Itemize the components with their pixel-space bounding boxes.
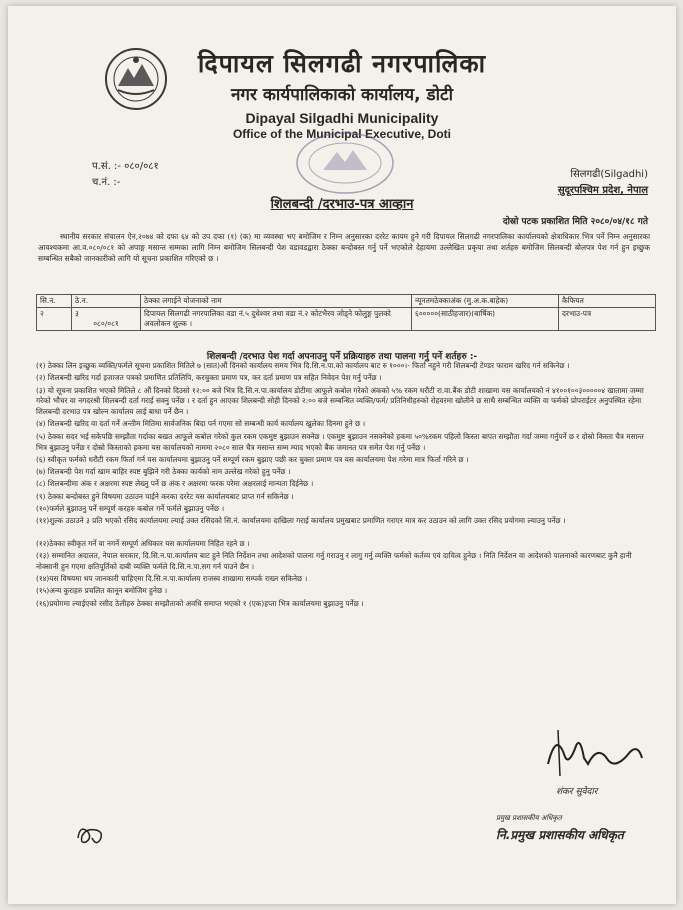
table-header-row — [37, 295, 656, 308]
contract-table — [36, 294, 656, 331]
cell-sn: २ — [37, 308, 72, 331]
condition-item: (८) शिलबन्दीमा अंक र अक्षरमा स्पष्ट लेख्नु पर्ने छ अंक र अक्षरमा फरक परेमा अक्षरलाई मान्यता दिईनेछ । — [36, 479, 314, 489]
condition-item: (५) ठेक्का सदर भई सकेपछि सम्झौता गर्दाका बखत आफूले कबोल गरेको कुल रकम एकमुष्ट बुझाउन सक्नेछ । एकमुष्ट बुझाउन नसक्नेको हकमा ५०%रकम पहिलो किस्ता बापत सम्झौता गर्दा जम्मा गर्नुपर्ने छ र दोस्रो किस्ता चैत्र मसान्त भित्र बुझाउनु पर्नेछ र दोस्रो किस्ताको हकमा यस कार्यालयको नाममा २०८० साल चैत्र मसान्त सम्म म्याद भएको बैंक जमानत पत्र समेत पेश गर्नु पर्नेछ । — [36, 431, 644, 452]
condition-item: (६) स्वीकृत फर्मको धरौटी रकम फिर्ता गर्न यस कार्यालयमा बुझाउनु पर्ने सम्पूर्ण रकम बुझाए पछी कर चुक्ता प्रमाण पत्र यस कार्यालयमा पेश गरेमा मात्र फिर्ता गरिने छ । — [36, 454, 469, 464]
dispatch-number: च.नं. :- — [92, 177, 121, 188]
cell-contract-year: ०८०/०८१ — [93, 319, 119, 328]
location-line: सिलगढी(Silgadhi) — [570, 169, 648, 180]
notice-title-text: शिलबन्दी /दरभाउ-पत्र आव्हान — [270, 197, 414, 212]
cell-contract-no-number: ३ — [75, 309, 79, 318]
notice-page — [8, 6, 676, 904]
executive-office-english: Office of the Municipal Executive, Doti — [232, 127, 452, 141]
initial-mark-icon — [74, 818, 108, 848]
cell-remarks: दरभाउ-पत्र — [559, 308, 656, 331]
notice-title — [8, 194, 676, 212]
signatory-designation: नि.प्रमुख प्रशासकीय अधिकृत — [496, 828, 624, 842]
cell-contract-no — [72, 308, 141, 331]
province-line: सुदूरपश्चिम प्रदेश, नेपाल — [557, 185, 648, 196]
office-name-english: Dipayal Silgadhi Municipality — [245, 110, 439, 126]
condition-item: (२) शिलबन्दी खरिद गर्दा इजाजत पत्रको प्रमाणित प्रतिलिपि, करचुक्ता प्रमाण पत्र, कर दर्ता प्रमाण पत्र सहित निवेदन पेश गर्नु पर्नेछ । — [36, 373, 382, 383]
condition-item: (१६)प्रयोगमा ल्याईएको रसीद ठेलीहरु ठेक्का सम्झौताको अवधि समाप्त भएको १ (एक)हप्ता भित्र कार्यालयमा बुझाउनु पर्नेछ । — [36, 598, 364, 608]
condition-item: (१) ठेक्का लिन इच्छुक व्यक्ति/फर्मले सूचना प्रकाशित मितिले ७ (सात)औं दिनको कार्यालय समय भित्र दि.सि.न.पा.को कार्यालय बाट रु १०००।- फिर्ता नहुने गरी शिलबन्दी टेण्डर फाराम खरिद गर्न सकिनेछ । — [36, 361, 570, 370]
section-gap — [36, 529, 656, 539]
conditions-heading: शिलबन्दी /दरभाउ पेश गर्दा अपनाउनु पर्ने प्रक्रियाहरु तथा पालना गर्नु पर्ने शर्तहरु :- — [206, 352, 478, 362]
cell-amount: ६०००००(साठीहजार)(बार्षिक) — [412, 308, 559, 331]
col-header-contract-no: ठे.न. — [72, 295, 141, 308]
cell-project-name: दिपायल सिलगढी नगरपालिका वडा नं.५ दुधेश्वर तथा वडा नं.२ कोटभैरव जोड्ने फोलुङ्ग पुलको अवलोकन शुल्क । — [141, 308, 412, 331]
signatory-stamp: प्रमुख प्रशासकीय अधिकृत — [496, 814, 562, 822]
condition-item: (११)शुल्क उठाउने ३ प्रति भएको रसिद कार्यालयमा ल्याई उक्त रसिदको सि.नं. कार्यालयमा दाखिला गराई कार्यालय प्रमुखबाट प्रमाणित गराएर मात्र कर उठाउन को लागि उक्त रसिद प्रयोगमा ल्याउनु पर्नेछ । — [36, 516, 566, 526]
condition-item: (९) ठेक्का बन्दोबस्त हुने विषयमा उठाउन पाईने करका दररेट यस कार्यालयबाट प्राप्त गर्न सकिनेछ । — [36, 491, 294, 501]
col-header-remarks: कैफियत — [559, 295, 656, 308]
col-header-project-name: ठेक्का लगाईने योजनाको नाम — [141, 295, 412, 308]
official-seal-icon — [293, 128, 398, 198]
conditions-list — [36, 361, 656, 611]
reference-number: प.सं. :- ०८०/०८१ — [92, 161, 159, 172]
condition-item: (१३) सम्मानित अदालत, नेपाल सरकार, दि.सि.न.पा.कार्यालय बाट हुने निति निर्देशन तथा आदेशको पालना गर्नु गराउनु र लागु गर्नु व्यक्ति फर्मको कर्तव्य एवं दायित्व हुनेछ । निति निर्देशन वा आदेशको पालनाको कारणबाट कुनै हानी नोक्सानी हुन गएमा क्षतिपूर्तिको दाबी व्यक्ति फर्मले दि.सि.न.पा.सग गर्न पाउने छैन । — [36, 550, 632, 571]
condition-item: (१४)यस विषयमा थप जानकारी चाहिएमा दि.सि.न.पा.कार्यालय राजस्व शाखामा सम्पर्क राख्न सकिनेछ । — [36, 574, 308, 584]
condition-item: (१५)अन्य कुराहरु प्रचलित कानून बमोजिम हुनेछ । — [36, 586, 168, 596]
condition-item: (७) शिलबन्दी पेश गर्दा खाम बाहिर स्पष्ट बुझिने गरी ठेक्का कार्यको नाम उल्लेख गरेको हुनु पर्नेछ । — [36, 467, 291, 477]
col-header-amount: न्यूनतमठेक्काअंक (मु.अ.क.बाहेक) — [412, 295, 559, 308]
condition-item: (१२)ठेक्का स्वीकृत गर्ने वा नगर्ने सम्पूर्ण अधिकार यस कार्यालयमा निहित रहने छ । — [36, 538, 250, 548]
publish-date: दोस्रो पटक प्रकाशित मिति २०८०/०४/१८ गते — [502, 217, 648, 227]
condition-item: (४) शिलबन्दी खरिद वा दर्ता गर्ने अन्तीम मितिमा सार्वजनिक बिदा पर्न गएमा सो सम्बन्धी कार्य कार्यालय खुलेका दिनमा हुने छ । — [36, 419, 366, 429]
condition-item: (३) यो सूचना प्रकाशित भएको मितिले ८ औं दिनको दिउसो १२:०० बजे भित्र दि.सि.न.पा.कार्यालय डोटीमा आफूले कबोल गरेको अंकको ५% रकम धरौटी रा.वा.बैंक डोटी शाखामा यस कार्यालयको नं ४१००१००३०००००४ खातामा जम्मा गरेको भौचर वा नगदरश्री शिलबन्दी दर्ता गराई सक्नु पर्नेछ । र दर्ता हुन आएका शिलबन्दी सोही दिनको २:०० बजे सम्बन्धित व्यक्ति/फर्म/ प्रतिनिधीहरुको रोहवरमा खोलीने छ साथै सम्बन्धित व्यक्ति वा फर्मको प्रोपराईटर अनुपस्थित रहेमा शिलबन्दी दरभाउ पत्र खोल्न कार्यालय लाई बाधा पर्ने छैन । — [36, 385, 644, 417]
signatory-name: शंकर सुवेदार — [556, 787, 598, 797]
col-header-sn: सि.न. — [37, 295, 72, 308]
office-name-nepali: दिपायल सिलगढी नगरपालिका — [197, 49, 487, 78]
signature-icon — [538, 724, 648, 784]
table-row — [37, 308, 656, 331]
condition-item: (१०)फर्मले बुझाउनु पर्ने सम्पूर्ण करहरु कबोल गर्ने फर्मले बुझाउनु पर्नेछ । — [36, 504, 225, 514]
intro-paragraph: स्थानीय सरकार संचालन ऐन,२०७४ को दफा ६४ को उप दफा (१) (क) मा व्यवस्था भए बमोजिम र निम्न अनुसारका दररेट कायम हुने गरी दिपायल सिलगढी नगरपालिका कार्यालयको क्षेत्राधिकार भित्र पर्ने निम्न अनुसारका आवश्यकमा आ.व.०८०/०८१ को अपाङ्ग मसान्त सम्मका लागि निम्न बमोजिम सिलबन्दी पेश वडावडद्वारा ठेक्का बन्दोबस्त गर्नु पर्ने भएकोले देहायमा उल्लेखित प्रकृया तथा शर्तहरु बमोजिम सिलबन्दी बोलपत्र पेश गर्न हुन इच्छुक सम्बन्धित सबैको जानकारीको लागि यो सूचना प्रकाशित गरिएको छ । — [38, 232, 650, 263]
executive-office-nepali: नगर कार्यपालिकाको कार्यालय, डोटी — [231, 85, 453, 105]
